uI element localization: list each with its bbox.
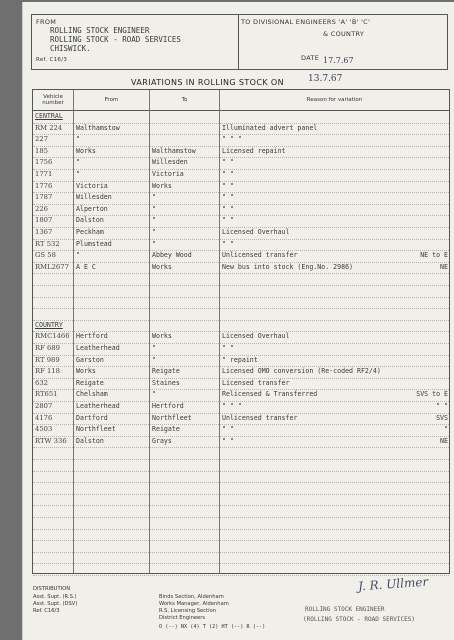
from-cell: Leatherhead xyxy=(76,344,120,352)
from-cell: Northfleet xyxy=(76,425,116,434)
from-cell: " xyxy=(76,135,80,144)
from-cell: Alperton xyxy=(76,204,108,213)
vehicle-number: RT651 xyxy=(35,390,58,399)
reason-extra-cell xyxy=(411,378,448,390)
stamp-line-2: (ROLLING STOCK - ROAD SERVICES) xyxy=(303,616,415,623)
col-header-to: To xyxy=(150,90,219,111)
reason-extra-cell: SVS xyxy=(436,413,448,422)
from-line-2: ROLLING STOCK - ROAD SERVICES xyxy=(50,35,181,44)
to-cell: " xyxy=(152,344,156,352)
vehicle-number: 185 xyxy=(35,146,48,155)
from-cell: Willesden xyxy=(76,193,112,202)
distribution-line-2: Asst. Supt. (DSV) xyxy=(33,601,78,607)
reason-extra-cell xyxy=(411,239,448,251)
to-cell xyxy=(152,123,218,135)
reason-extra-cell xyxy=(411,343,448,355)
to-cell: " xyxy=(152,355,156,364)
stamp-line-1: ROLLING STOCK ENGINEER xyxy=(305,606,385,613)
col-header-reason: Reason for variation xyxy=(220,90,449,111)
vehicle-number: 1776 xyxy=(35,181,53,190)
from-box xyxy=(31,14,239,70)
reason-cell: Licensed Overhaul xyxy=(222,228,290,236)
from-cell: " xyxy=(76,170,80,178)
reason-extra-cell: NE to E xyxy=(420,251,448,260)
from-cell: Chelsham xyxy=(76,390,108,399)
to-cell: Victoria xyxy=(152,170,184,178)
vehicle-number: RF 689 xyxy=(35,344,60,352)
dist-mid-line-3: R.S. Licensing Section xyxy=(159,608,216,614)
reason-cell: " " xyxy=(222,216,234,225)
from-cell: Hertford xyxy=(76,332,108,341)
from-cell: Leatherhead xyxy=(76,402,120,410)
from-cell: Victoria xyxy=(76,181,108,190)
date-label: DATE xyxy=(301,54,320,62)
from-cell: Works xyxy=(76,367,96,376)
reason-cell: " " " xyxy=(222,135,242,144)
to-cell: Works xyxy=(152,181,172,190)
col-header-vehicle: Vehicle number xyxy=(33,90,73,111)
vehicle-number: 1756 xyxy=(35,158,53,167)
blank-row xyxy=(33,563,449,576)
to-cell: Northfleet xyxy=(152,413,192,422)
from-cell: Garston xyxy=(76,355,104,364)
to-line-2: & COUNTRY xyxy=(323,30,365,38)
reason-extra-cell: " xyxy=(444,425,448,434)
reason-cell: New bus into stock (Eng.No. 2986) xyxy=(222,262,354,271)
to-cell: Works xyxy=(152,262,172,271)
signature: J. R. Ullmer xyxy=(357,574,429,594)
reason-extra-cell xyxy=(411,134,448,146)
dist-mid-line-1: Binds Section, Aldenham xyxy=(159,594,224,600)
vehicle-number: 4503 xyxy=(35,425,53,434)
reason-extra-cell xyxy=(411,157,448,169)
section-label: COUNTRY xyxy=(35,320,63,329)
date-value: 17.7.67 xyxy=(323,56,354,65)
vehicle-number: 1771 xyxy=(35,170,53,178)
ref-number: Ref. C16/3 xyxy=(36,57,68,63)
variations-table xyxy=(32,89,450,574)
reason-cell: " " xyxy=(222,436,234,445)
reason-extra-cell xyxy=(411,146,448,158)
to-label: TO DIVISIONAL ENGINEERS 'A' 'B' 'C' xyxy=(241,18,371,26)
to-cell: Reigate xyxy=(152,367,180,376)
reason-extra-cell xyxy=(411,355,448,367)
vehicle-number: 1807 xyxy=(35,216,53,225)
from-cell: Plumstead xyxy=(76,239,112,248)
reason-cell: Licensed Overhaul xyxy=(222,332,290,341)
reason-extra-cell: SVS to E xyxy=(416,390,448,399)
title-date: 13.7.67 xyxy=(308,74,343,84)
reason-extra-cell xyxy=(411,192,448,204)
to-cell: Staines xyxy=(152,378,180,387)
reason-cell: " " xyxy=(222,170,234,178)
reason-cell: " " xyxy=(222,239,234,248)
from-line-1: ROLLING STOCK ENGINEER xyxy=(50,26,150,35)
reason-cell: " " xyxy=(222,193,234,202)
distribution-line-3: Ref. C16/3 xyxy=(33,608,60,614)
from-cell: Dalston xyxy=(76,436,104,445)
from-cell: " xyxy=(76,158,80,167)
reason-extra-cell: NE xyxy=(440,436,448,445)
to-cell: Hertford xyxy=(152,402,184,410)
vehicle-number: 4176 xyxy=(35,413,53,422)
col-header-from: From xyxy=(74,90,149,111)
reason-cell: " repaint xyxy=(222,355,258,364)
vehicle-number: RTW 336 xyxy=(35,436,67,445)
vehicle-number: RT 532 xyxy=(35,239,60,248)
from-cell: Peckham xyxy=(76,228,104,236)
to-cell: Reigate xyxy=(152,425,180,434)
to-box xyxy=(237,14,448,70)
vehicle-number: 226 xyxy=(35,204,48,213)
to-cell xyxy=(152,134,218,146)
document-sheet xyxy=(22,2,454,640)
from-line-3: CHISWICK. xyxy=(50,44,91,53)
to-cell: " xyxy=(152,216,156,225)
distribution-label: DISTRIBUTION xyxy=(33,586,71,592)
from-cell: Dalston xyxy=(76,216,104,225)
dist-mid-line-4: District Engineers xyxy=(159,615,206,621)
vehicle-number: GS 58 xyxy=(35,251,56,260)
to-cell: Grays xyxy=(152,436,172,445)
vehicle-number: 632 xyxy=(35,378,48,387)
from-cell: A E C xyxy=(76,262,96,271)
from-cell: Reigate xyxy=(76,378,104,387)
reason-cell: " " " xyxy=(222,402,242,410)
reason-cell: Unlicensed transfer xyxy=(222,251,298,260)
reason-extra-cell xyxy=(411,123,448,135)
reason-extra-cell: " " xyxy=(436,402,448,410)
reason-extra-cell xyxy=(411,227,448,239)
vehicle-number: RMC1466 xyxy=(35,332,70,341)
reason-cell: " " xyxy=(222,425,234,434)
from-cell: Works xyxy=(76,146,96,155)
reason-extra-cell xyxy=(411,215,448,227)
section-label: CENTRAL xyxy=(35,112,63,120)
reason-cell: Unlicensed transfer xyxy=(222,413,298,422)
vehicle-number: RF 118 xyxy=(35,367,60,376)
reason-cell: Relicensed & Transferred xyxy=(222,390,318,399)
reason-extra-cell xyxy=(411,366,448,378)
to-cell: Walthamstow xyxy=(152,146,196,155)
reason-cell: " " xyxy=(222,344,234,352)
reason-extra-cell: NE xyxy=(440,262,448,271)
reason-extra-cell xyxy=(411,204,448,216)
reason-cell: " " xyxy=(222,204,234,213)
vehicle-number: 1367 xyxy=(35,228,53,236)
vehicle-number: 2807 xyxy=(35,402,53,410)
reason-cell: Licensed repaint xyxy=(222,146,286,155)
from-cell: Dartford xyxy=(76,413,108,422)
vehicle-number: RM 224 xyxy=(35,123,63,132)
reason-extra-cell xyxy=(411,181,448,193)
reason-extra-cell xyxy=(411,331,448,343)
reason-cell: Licensed transfer xyxy=(222,378,290,387)
reason-cell: " " xyxy=(222,181,234,190)
reason-cell: Illuminated advert panel xyxy=(222,123,318,132)
to-cell: " xyxy=(152,204,156,213)
from-cell: Walthamstow xyxy=(76,123,120,132)
distribution-line-1: Asst. Supt. (R.S.) xyxy=(33,594,77,600)
from-cell: " xyxy=(76,251,80,260)
dist-mid-line-2: Works Manager, Aldenham xyxy=(159,601,229,607)
to-cell: Works xyxy=(152,332,172,341)
reason-cell: Licensed OMO conversion (Re-coded RF2/4) xyxy=(222,367,381,376)
to-cell: " xyxy=(152,193,156,202)
to-cell: " xyxy=(152,390,156,399)
reason-extra-cell xyxy=(411,169,448,181)
to-cell: " xyxy=(152,228,156,236)
from-label: FROM xyxy=(36,18,57,26)
to-cell: Willesden xyxy=(152,158,188,167)
vehicle-number: RML2677 xyxy=(35,262,69,271)
vehicle-number: 227 xyxy=(35,135,48,144)
to-cell: Abbey Wood xyxy=(152,251,192,260)
dist-mid-line-5: O (--) NX (4) T (2) HT (--) R (--) xyxy=(159,624,266,630)
vehicle-number: RT 989 xyxy=(35,355,60,364)
reason-cell: " " xyxy=(222,158,234,167)
to-cell: " xyxy=(152,239,156,248)
form-title: VARIATIONS IN ROLLING STOCK ON xyxy=(131,78,285,87)
vehicle-number: 1787 xyxy=(35,193,53,202)
